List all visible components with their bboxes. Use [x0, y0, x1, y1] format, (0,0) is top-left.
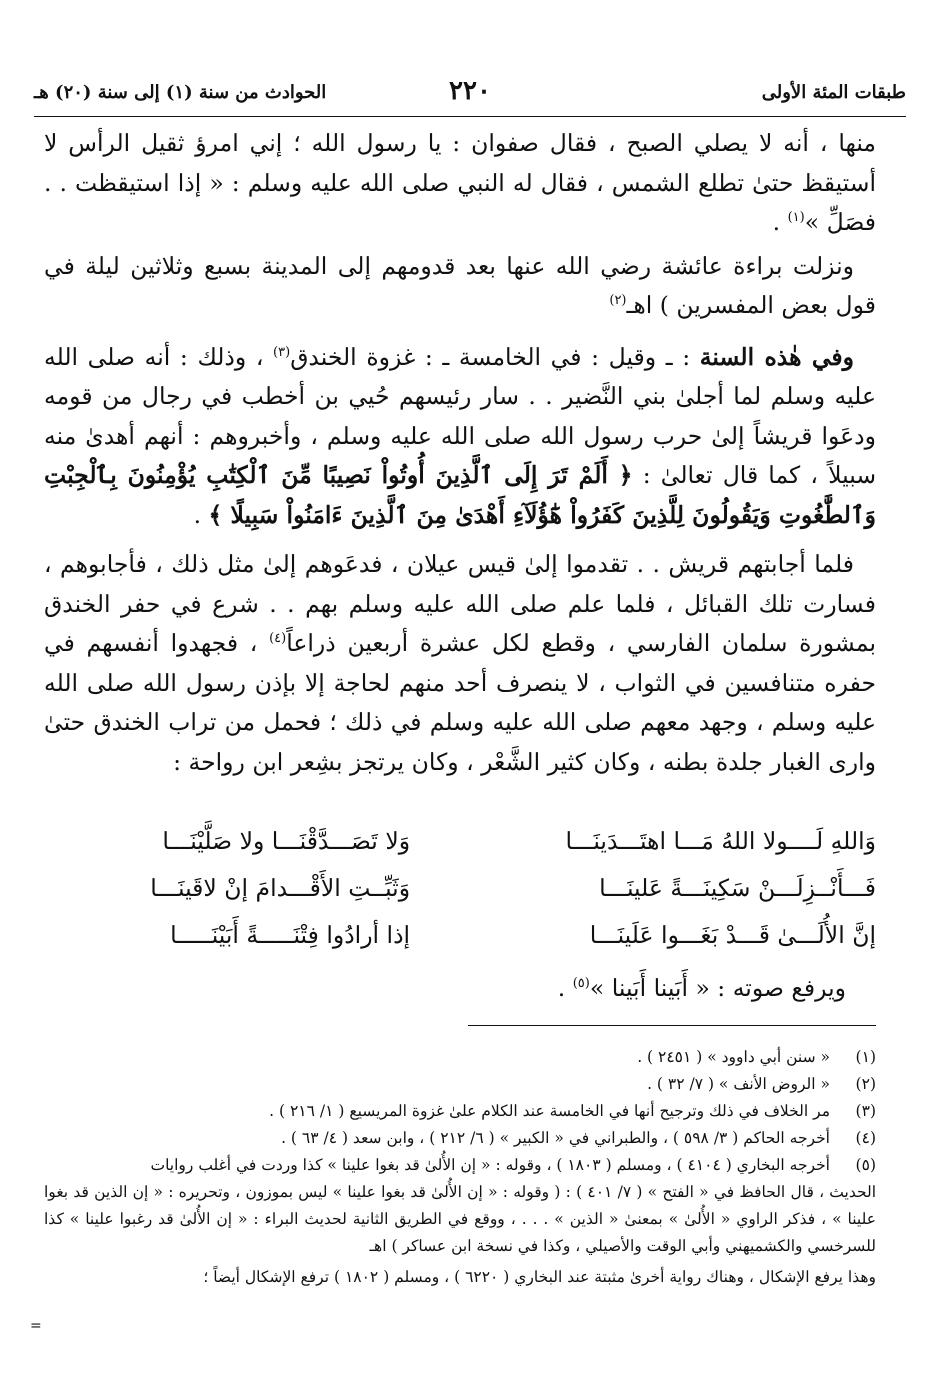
section-title: الحوادث من سنة (١) إلى سنة (٢٠) هـ: [34, 82, 327, 103]
header-rule: [34, 116, 906, 117]
hemistich-right: وَاللهِ لَــــولا اللهُ مَـــا اهتَـــدَينَـــا: [565, 827, 876, 855]
footnote-continuation-last: وهذا يرفع الإشكال ، وهناك رواية أخرىٰ مثبتة عند البخاري ( ٦٢٢٠ ) ، ومسلم ( ١٨٠٢ ) ترفع الإشكال أيضاً ؛: [203, 1268, 876, 1286]
continuation-mark: =: [30, 1318, 42, 1334]
hemistich-right: إنَّ الأُلَـــىٰ قَـــدْ بَغَـــوا عَلَينَـــا: [589, 921, 876, 949]
paragraph-text: فلما أجابتهم قريش . . تقدموا إلىٰ قيس عيلان ، فدعَوهم إلىٰ مثل ذلك ، فأجابوهم ، فسارت تلك القبائل ، فلما علم صلى الله عليه وسلم بهم . . شرع في حفر الخندق بمشورة سلمان الفارسي ، وقطع لكل عشرة أربعين ذراعاً: [44, 550, 876, 657]
footnote: [44, 1071, 876, 1098]
paragraph-text: منها ، أنه لا يصلي الصبح ، فقال صفوان : يا رسول الله ؛ إني امرؤ ثقيل الرأس لا أستيقظ حتىٰ تطلع الشمس ، فقال له النبي صلى الله عليه وسلم : « إذا استيقظت . . فصَلِّ »: [44, 129, 876, 236]
paragraph-text: ونزلت براءة عائشة رضي الله عنها بعد قدومهم إلى المدينة بسبع وثلاثين ليلة في قول بعض المفسرين ) اهـ: [44, 251, 876, 319]
footnote-number: (١): [855, 1048, 876, 1066]
footnote-number: (٢): [855, 1075, 876, 1093]
footnotes: [44, 1044, 876, 1291]
poem-line: [44, 865, 876, 912]
footnote-ref: (٥): [572, 976, 590, 992]
hemistich-left: وَثَبِّــتِ الأَقْـــدامَ إنْ لاقَينَـــا: [150, 874, 411, 902]
paragraph: [44, 545, 876, 782]
closing-end: .: [557, 974, 573, 1002]
footnote-text: أخرجه الحاكم ( ٣/ ٥٩٨ ) ، والطبراني في « الكبير » ( ٦/ ٢١٢ ) ، وابن سعد ( ٤/ ٦٣ ) .: [281, 1129, 830, 1147]
poem-line: [44, 912, 876, 959]
quran-verse: ﴿ أَلَمْ تَرَ إِلَى ٱلَّذِينَ أُوتُواْ نَصِيبًا مِّنَ ٱلْكِتَٰبِ يُؤْمِنُونَ بِٱلْجِبْتِ وَٱلطَّٰغُوتِ وَيَقُولُونَ لِلَّذِينَ كَفَرُواْ هَٰٓؤُلَآءِ أَهْدَىٰ مِنَ ٱلَّذِينَ ءَامَنُواْ سَبِيلًا ﴾: [44, 461, 876, 529]
footnote-text: « الروض الأنف » ( ٧/ ٣٢ ) .: [647, 1075, 830, 1093]
footnote: [44, 1098, 876, 1125]
footnote-text: مر الخلاف في ذلك وترجيح أنها في الخامسة عند الكلام علىٰ غزوة المريسيع ( ١/ ٢١٦ ) .: [269, 1102, 830, 1120]
poem-line: [44, 818, 876, 865]
hemistich-left: إذا أرادُوا فِتْنَـــــةً أَبَيْنَـــــا: [170, 921, 411, 949]
paragraph-text: ، وذلك : أنه صلى الله عليه وسلم لما أجلىٰ بني النَّضير . . سار رئيسهم حُيي بن أخطب في رجال من قومه ودعَوا قريشاً إلىٰ حرب رسول الله صلى الله عليه وسلم ، وأخبروهم : أنهم أهدىٰ منه سبيلاً ، كما قال تعالىٰ :: [44, 342, 877, 489]
paragraph-end: .: [772, 208, 788, 236]
hemistich-right: فَـــأَنْــزِلَـــنْ سَكِينَـــةً عَلينَـــا: [599, 874, 876, 902]
paragraph-end: .: [193, 500, 209, 529]
paragraph-text: : ـ وقيل : في الخامسة ـ : غزوة الخندق: [290, 342, 700, 371]
footnote: [44, 1152, 876, 1179]
closing-text: ويرفع صوته : « أَبَينا أَبَينا »: [589, 974, 846, 1002]
book-title: طبقات المئة الأولى: [761, 82, 906, 103]
poem: [44, 818, 876, 1012]
hemistich-left: وَلا تَصَـــدَّقْنَـــا ولا صَلَّيْنَـــا: [162, 827, 411, 855]
paragraph: [44, 338, 876, 536]
footnote: [44, 1044, 876, 1071]
paragraph: [44, 124, 876, 243]
footnote-text: « سنن أبي داوود » ( ٢٤٥١ ) .: [637, 1048, 830, 1066]
footnote-ref: (٤): [269, 631, 287, 647]
footnote-number: (٣): [855, 1102, 876, 1120]
footnote-number: (٥): [855, 1156, 876, 1174]
paragraph-text: ، فجهدوا أنفسهم في حفره متنافسين في الثواب ، لا ينصرف أحد منهم لحاجة إلا بإذن رسول الله صلى الله عليه وسلم ، وجهد معهم صلى الله عليه وسلم في ذلك ؛ فحمل من تراب الخندق حتىٰ وارى الغبار جلدة بطنه ، وكان كثير الشَّعْر ، وكان يرتجز بشِعر ابن رواحة :: [44, 629, 876, 776]
page-number: ٢٢٠: [449, 76, 491, 106]
running-header: [34, 76, 906, 112]
year-heading: وفي هٰذه السنة: [699, 342, 854, 371]
footnote-ref: (٣): [273, 344, 291, 360]
main-text: [44, 124, 876, 782]
footnote-separator: [468, 1025, 876, 1026]
footnote-ref: (١): [787, 210, 805, 226]
poem-closing-line: [44, 965, 876, 1012]
footnote-continuation: الحديث ، قال الحافظ في « الفتح » ( ٧/ ٤٠١ ) : ( وقوله : « إن الأُلىٰ قد بغوا علينا » ليس بموزون ، وتحريره : « إن الذين قد بغوا علينا » ، فذكر الراوي « الأُلىٰ » بمعنىٰ « الذين » . . . ، ووقع في الطريق الثانية لحديث البراء : « إن الأُلىٰ قد رغبوا علينا » كذا للسرخسي والكشميهني وأبي الوقت والأصيلي ، وكذا في نسخة ابن عساكر ) اهـ: [44, 1183, 877, 1255]
footnote-number: (٤): [855, 1129, 876, 1147]
footnote-text: أخرجه البخاري ( ٤١٠٤ ) ، ومسلم ( ١٨٠٣ ) ، وقوله : « إن الأُلىٰ قد بغوا علينا » كذا وردت في أغلب روايات: [150, 1156, 830, 1174]
footnote: [44, 1125, 876, 1152]
paragraph: [44, 247, 876, 326]
footnote-ref: (٢): [609, 293, 627, 309]
